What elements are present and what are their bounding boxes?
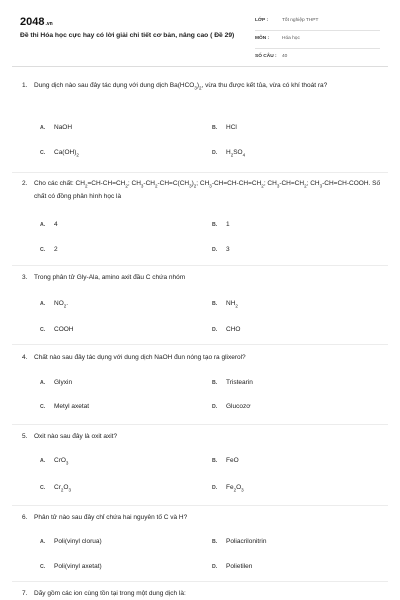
option-text: 1 <box>226 221 230 228</box>
answer-option-d[interactable] <box>212 245 230 255</box>
answer-option-c[interactable] <box>40 483 71 494</box>
question-text <box>22 272 382 283</box>
option-text: Glucozơ <box>226 403 251 410</box>
option-letter: C. <box>40 404 46 410</box>
answer-option-c[interactable] <box>40 402 89 412</box>
answer-option-d[interactable] <box>212 562 252 572</box>
option-text: $Fe_2O_3$ <box>226 484 244 493</box>
option-text: $Ca(OH)_2$ <box>54 149 79 158</box>
logo-suffix: .vn <box>45 21 53 27</box>
question-number: 7. <box>22 590 28 597</box>
meta-label: MÔN : <box>255 36 270 41</box>
question-1 <box>22 80 382 93</box>
question-5 <box>22 431 382 442</box>
question-text <box>22 178 382 202</box>
option-letter: A. <box>40 458 46 464</box>
question-body: Dung dịch nào sau đây tác dụng với dung dịch $Ba(HCO_3)_2$, vừa thu được kết tủa, vừa có khí thoát ra? <box>34 82 328 91</box>
answer-option-a[interactable] <box>40 299 68 310</box>
question-divider <box>12 265 388 266</box>
option-text: CHO <box>226 326 241 333</box>
meta-label: SỐ CÂU : <box>255 54 277 59</box>
option-text: Poli(vinyl clorua) <box>54 538 102 545</box>
question-divider <box>12 424 388 425</box>
question-body: Oxit nào sau đây là oxit axit? <box>34 433 118 440</box>
option-text: $NH_2$ <box>226 300 238 309</box>
question-text <box>22 80 382 93</box>
option-text: 3 <box>226 246 230 253</box>
option-text: $H_2SO_4$ <box>226 149 246 158</box>
option-letter: C. <box>40 150 46 156</box>
meta-value: 40 <box>282 54 288 59</box>
question-body: Cho các chất: $CH_2=CH-CH=CH_2$; $CH_3-CH_2-CH=C(CH_3)_2$; $CH_3-CH=CH-CH=CH_2$; $CH_3-CH=CH_2$; $CH_3-CH=CH$-COOH. Số chất có đồng phân hình học là <box>34 180 381 201</box>
answer-option-d[interactable] <box>212 325 240 335</box>
answer-option-a[interactable] <box>40 123 72 133</box>
question-text <box>22 352 382 363</box>
option-letter: B. <box>212 458 218 464</box>
option-letter: B. <box>212 380 218 386</box>
option-text: CrO$_3$ <box>54 457 69 466</box>
option-letter: A. <box>40 222 46 228</box>
question-divider <box>12 344 388 345</box>
exam-header <box>20 14 380 62</box>
option-letter: B. <box>212 539 218 545</box>
question-number: 1. <box>22 82 28 89</box>
option-letter: C. <box>40 485 46 491</box>
answer-option-a[interactable] <box>40 456 68 467</box>
option-text: $NO_2$. <box>54 300 69 309</box>
meta-row-count <box>255 53 380 67</box>
question-text <box>22 512 382 523</box>
question-text <box>22 431 382 442</box>
question-7 <box>22 588 382 599</box>
option-letter: B. <box>212 125 218 131</box>
option-letter: B. <box>212 222 218 228</box>
meta-label: LỚP : <box>255 18 269 23</box>
answer-option-a[interactable] <box>40 378 72 388</box>
option-text: 4 <box>54 221 58 228</box>
answer-option-b[interactable] <box>212 537 266 547</box>
answer-option-d[interactable] <box>212 148 245 159</box>
option-letter: B. <box>212 301 218 307</box>
question-3 <box>22 272 382 283</box>
option-text: $Cr_2O_3$ <box>54 484 71 493</box>
question-number: 6. <box>22 514 28 521</box>
option-letter: A. <box>40 380 46 386</box>
meta-value: Hóa học <box>282 36 300 41</box>
option-letter: C. <box>40 564 46 570</box>
question-number: 4. <box>22 354 28 361</box>
question-number: 2. <box>22 180 28 187</box>
answer-option-c[interactable] <box>40 245 58 255</box>
question-divider <box>12 505 388 506</box>
option-letter: D. <box>212 564 218 570</box>
answer-option-d[interactable] <box>212 402 251 412</box>
question-divider <box>12 581 388 582</box>
meta-value: Tốt nghiệp THPT <box>282 18 319 23</box>
answer-option-c[interactable] <box>40 325 74 335</box>
option-letter: D. <box>212 327 218 333</box>
option-text: HCl <box>226 124 237 131</box>
option-text: Poliacrilonitrin <box>226 538 267 545</box>
question-2 <box>22 178 382 202</box>
answer-option-d[interactable] <box>212 483 244 494</box>
option-letter: A. <box>40 125 46 131</box>
exam-title: Đề thi Hóa học cực hay có lời giải chi tiết cơ bản, nâng cao ( Đề 29) <box>20 32 235 39</box>
option-text: FeO <box>226 457 239 464</box>
question-body: Trong phân tử Gly-Ala, amino axit đầu C chứa nhóm <box>34 274 186 281</box>
option-text: Tristearin <box>226 379 253 386</box>
question-body: Chất nào sau đây tác dụng với dung dịch NaOH đun nóng tạo ra glixerol? <box>34 354 246 361</box>
option-letter: C. <box>40 247 46 253</box>
question-number: 5. <box>22 433 28 440</box>
option-text: Poli(vinyl axetat) <box>54 563 102 570</box>
question-6 <box>22 512 382 523</box>
option-text: Metyl axetat <box>54 403 90 410</box>
header-divider <box>12 66 388 67</box>
question-4 <box>22 352 382 363</box>
option-letter: D. <box>212 247 218 253</box>
answer-option-b[interactable] <box>212 220 230 230</box>
option-letter: D. <box>212 485 218 491</box>
answer-option-a[interactable] <box>40 537 102 547</box>
option-letter: A. <box>40 301 46 307</box>
option-text: Polietilen <box>226 563 253 570</box>
answer-option-b[interactable] <box>212 123 237 133</box>
answer-option-a[interactable] <box>40 220 58 230</box>
answer-option-b[interactable] <box>212 299 238 310</box>
question-body: Phân tử nào sau đây chỉ chứa hai nguyên tố C và H? <box>34 514 188 521</box>
question-divider <box>12 172 388 173</box>
option-text: Glyxin <box>54 379 73 386</box>
meta-row-class <box>255 17 380 31</box>
answer-option-c[interactable] <box>40 562 102 572</box>
exam-meta <box>255 17 380 71</box>
site-logo[interactable] <box>20 16 53 28</box>
option-text: 2 <box>54 246 58 253</box>
question-number: 3. <box>22 274 28 281</box>
option-letter: A. <box>40 539 46 545</box>
option-text: COOH <box>54 326 74 333</box>
option-text: NaOH <box>54 124 73 131</box>
answer-option-c[interactable] <box>40 148 79 159</box>
question-text <box>22 588 382 599</box>
logo-main: 2048 <box>20 16 45 28</box>
option-letter: C. <box>40 327 46 333</box>
meta-row-subject <box>255 35 380 49</box>
answer-option-b[interactable] <box>212 378 253 388</box>
option-letter: D. <box>212 150 218 156</box>
option-letter: D. <box>212 404 218 410</box>
question-body: Dãy gồm các ion cùng tồn tại trong một dung dịch là: <box>34 590 186 597</box>
answer-option-b[interactable] <box>212 456 239 466</box>
